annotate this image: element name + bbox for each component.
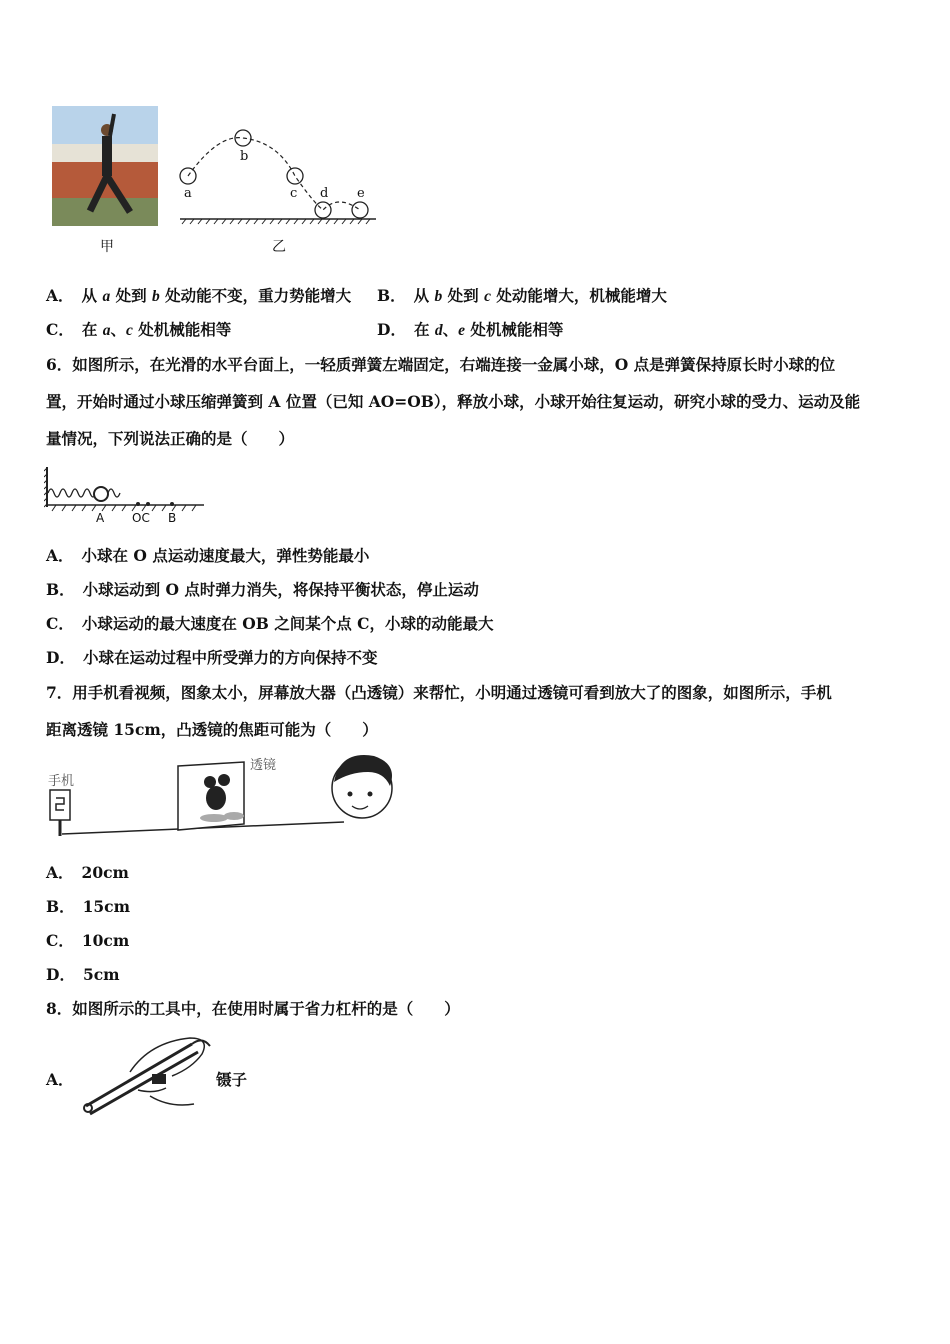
shot-put-photo <box>52 106 158 226</box>
q6-option-d: D． 小球在运动过程中所受弹力的方向保持不变 <box>46 648 378 667</box>
q5-option-b: B． 从 b 处到 c 处动能增大，机械能增大 <box>377 286 667 305</box>
fig-yi-caption: 乙 <box>272 239 286 255</box>
point-label-d: d <box>320 186 329 201</box>
spring-label-oc: OC <box>132 511 150 525</box>
q7-option-b: B． 15cm <box>46 897 131 916</box>
tweezers-illustration <box>80 1034 215 1118</box>
point-label-c: c <box>290 186 298 201</box>
q5-figure-jia <box>52 106 158 226</box>
q8-tweezers-figure <box>80 1034 215 1118</box>
q6-stem-line2: 置，开始时通过小球压缩弹簧到 A 位置（已知 AO=OB），释放小球，小球开始往复运动，研究小球的受力、运动及能 <box>46 392 861 411</box>
spring-ball-diagram <box>44 465 209 527</box>
q6-option-c: C． 小球运动的最大速度在 OB 之间某个点 C，小球的动能最大 <box>46 614 494 633</box>
q7-option-d: D． 5cm <box>46 965 120 984</box>
spring-label-a: A <box>96 511 105 525</box>
point-label-b: b <box>240 149 249 164</box>
q6-option-a: A． 小球在 O 点运动速度最大，弹性势能最小 <box>46 546 370 565</box>
phone-label: 手机 <box>48 774 75 789</box>
fig-jia-caption: 甲 <box>100 239 114 255</box>
lens-label: 透镜 <box>250 758 277 773</box>
q7-option-c: C． 10cm <box>46 931 130 950</box>
q6-option-b: B． 小球运动到 O 点时弹力消失，将保持平衡状态，停止运动 <box>46 580 479 599</box>
q8-option-a-label: A． <box>46 1070 74 1089</box>
phone-lens-eye-diagram <box>44 752 404 838</box>
spring-label-b: B <box>168 511 177 525</box>
point-label-a: a <box>184 186 192 201</box>
q8-option-a-caption: 镊子 <box>216 1070 248 1089</box>
q6-stem-line3: 量情况，下列说法正确的是（ ） <box>46 429 295 448</box>
q6-spring-figure <box>44 465 209 527</box>
q5-figure-yi <box>178 124 378 228</box>
q5-option-c: C． 在 a、c 处机械能相等 <box>46 320 232 339</box>
q7-option-a: A． 20cm <box>46 863 129 882</box>
q6-stem-line1: 6．如图所示，在光滑的水平台面上，一轻质弹簧左端固定，右端连接一金属小球，O 点是弹簧保持原长时小球的位 <box>46 355 836 374</box>
q8-stem-line1: 8．如图所示的工具中，在使用时属于省力杠杆的是（ ） <box>46 999 460 1018</box>
point-label-e: e <box>357 186 365 201</box>
ball-trajectory-diagram <box>178 124 378 228</box>
q7-stem-line1: 7．用手机看视频，图象太小，屏幕放大器（凸透镜）来帮忙，小明通过透镜可看到放大了的图象，如图所示，手机 <box>46 683 832 702</box>
q7-stem-line2: 距离透镜 15cm，凸透镜的焦距可能为（ ） <box>46 720 378 739</box>
q7-lens-figure <box>44 752 404 838</box>
q5-option-a: A． 从 a 处到 b 处动能不变，重力势能增大 <box>46 286 352 305</box>
q5-option-d: D． 在 d、e 处机械能相等 <box>377 320 564 339</box>
